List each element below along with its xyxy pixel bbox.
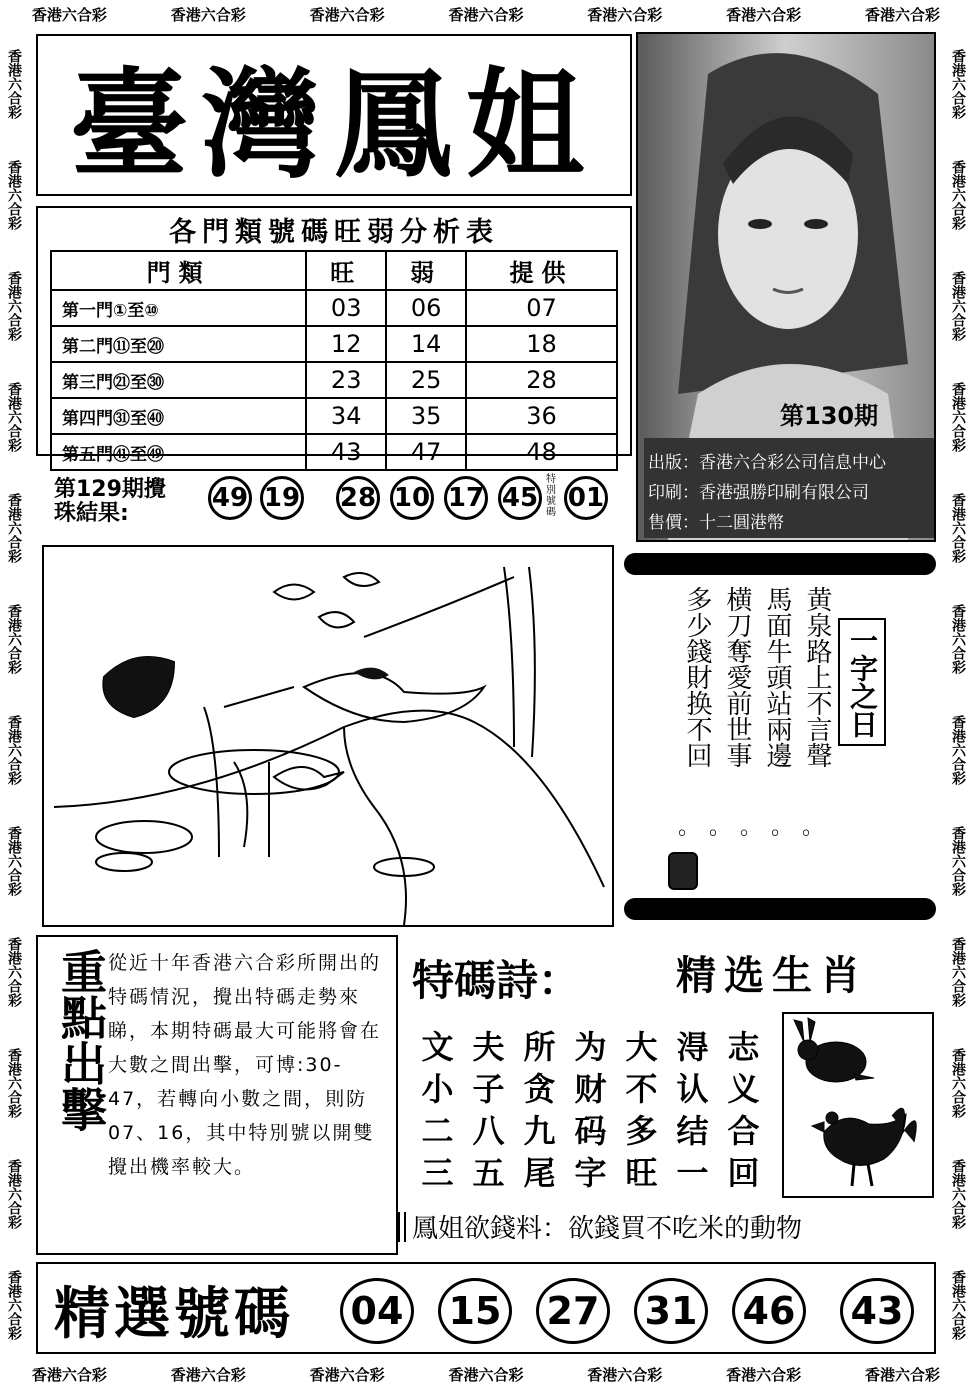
group-cell: 第四門㉛至㊵ xyxy=(51,398,306,434)
wang-cell: 23 xyxy=(306,362,386,398)
border-text: 香港六合彩 xyxy=(6,492,22,563)
money-riddle: 鳳姐欲錢料：欲錢買不吃米的動物 xyxy=(412,1214,803,1244)
tigong-cell: 18 xyxy=(466,326,617,362)
table-row xyxy=(51,362,617,398)
poem-char: 淂 xyxy=(676,1028,709,1066)
poem-char: 为 xyxy=(574,1028,607,1066)
border-text: 香港六合彩 xyxy=(950,48,966,119)
price-line: 售價：十二圓港幣 xyxy=(648,513,784,533)
poem-line: 馬面牛頭站兩邊 xyxy=(762,586,792,768)
poem-char: 财 xyxy=(574,1070,607,1108)
border-text: 香港六合彩 xyxy=(950,603,966,674)
page-title: 臺灣鳳姐 xyxy=(36,34,632,196)
table-row xyxy=(51,290,617,326)
poem-bottom-bar xyxy=(624,898,936,920)
issue-number: 第130期 xyxy=(780,402,879,430)
poem-char: 贪 xyxy=(523,1070,556,1108)
poem-char: 小 xyxy=(421,1070,454,1108)
border-text: 香港六合彩 xyxy=(170,5,246,24)
border-text: 香港六合彩 xyxy=(950,825,966,896)
poem-char: 码 xyxy=(574,1112,607,1150)
tigong-cell: 07 xyxy=(466,290,617,326)
poem-char: 八 xyxy=(472,1112,505,1150)
poem-char: 二 xyxy=(421,1112,454,1150)
group-cell: 第三門㉑至㉚ xyxy=(51,362,306,398)
publisher-line: 出版：香港六合彩公司信息中心 xyxy=(648,453,886,473)
wang-cell: 34 xyxy=(306,398,386,434)
focus-text: 從近十年香港六合彩所開出的特碼情況，攪出特碼走勢來睇，本期特碼最大可能將會在大數之間出擊，可博:30-47，若轉向小數之間，則防07、16，其中特別號以開雙攪出機率較大。 xyxy=(108,952,382,1178)
border-text: 香港六合彩 xyxy=(309,1365,385,1384)
border-text: 香港六合彩 xyxy=(726,1365,802,1384)
border-text: 香港六合彩 xyxy=(587,1365,663,1384)
border-text: 香港六合彩 xyxy=(864,5,940,24)
poem-dots: 。。。。。 xyxy=(678,815,845,840)
border-text: 香港六合彩 xyxy=(950,159,966,230)
border-text: 香港六合彩 xyxy=(6,270,22,341)
special-poem-grid xyxy=(412,1024,769,1192)
border-text: 香港六合彩 xyxy=(587,5,663,24)
results-label-line: 珠結果: xyxy=(54,501,129,526)
border-bottom xyxy=(0,1360,972,1388)
poem-char: 回 xyxy=(727,1154,760,1192)
border-text: 香港六合彩 xyxy=(950,270,966,341)
selected-ball: 27 xyxy=(536,1278,610,1344)
border-text: 香港六合彩 xyxy=(6,1047,22,1118)
border-right xyxy=(944,28,972,1360)
table-title: 各門類號碼旺弱分析表 xyxy=(169,217,499,248)
wang-cell: 03 xyxy=(306,290,386,326)
border-text: 香港六合彩 xyxy=(950,1269,966,1340)
table-header-row xyxy=(51,251,617,290)
poem-heading: 一字之日 xyxy=(838,618,886,746)
analysis-table xyxy=(50,250,618,471)
ruo-cell: 35 xyxy=(386,398,466,434)
poem-char: 五 xyxy=(472,1154,505,1192)
col-header: 弱 xyxy=(386,251,466,290)
border-text: 香港六合彩 xyxy=(950,936,966,1007)
riddle-marker xyxy=(398,1212,406,1242)
logo-icon xyxy=(668,852,698,890)
tigong-cell: 36 xyxy=(466,398,617,434)
poem-char: 子 xyxy=(472,1070,505,1108)
results-label-line: 第129期攪 xyxy=(54,477,166,502)
poem-char: 旺 xyxy=(625,1154,658,1192)
border-text: 香港六合彩 xyxy=(6,381,22,452)
selected-ball: 15 xyxy=(438,1278,512,1344)
border-text: 香港六合彩 xyxy=(726,5,802,24)
poem-char: 志 xyxy=(727,1028,760,1066)
poem-char: 文 xyxy=(421,1028,454,1066)
border-text: 香港六合彩 xyxy=(950,1158,966,1229)
col-header: 門類 xyxy=(51,251,306,290)
border-text: 香港六合彩 xyxy=(6,936,22,1007)
poem-char: 三 xyxy=(421,1154,454,1192)
poem-grid-row xyxy=(412,1024,769,1066)
border-text: 香港六合彩 xyxy=(6,159,22,230)
poem-char: 不 xyxy=(625,1070,658,1108)
poem-char: 大 xyxy=(625,1028,658,1066)
printer-line: 印刷：香港强勝印刷有限公司 xyxy=(648,483,869,503)
poem-grid-row xyxy=(412,1108,769,1150)
poem-char: 尾 xyxy=(523,1154,556,1192)
group-cell: 第五門㊶至㊾ xyxy=(51,434,306,470)
poem-char: 义 xyxy=(727,1070,760,1108)
poem-grid-row xyxy=(412,1150,769,1192)
result-ball: 28 xyxy=(336,476,380,520)
border-text: 香港六合彩 xyxy=(6,825,22,896)
col-header: 提供 xyxy=(466,251,617,290)
result-ball: 10 xyxy=(390,476,434,520)
result-ball: 49 xyxy=(208,476,252,520)
selected-title: 精選號碼 xyxy=(54,1282,294,1347)
poem-char: 结 xyxy=(676,1112,709,1150)
poem-line: 黄泉路上不言聲 xyxy=(802,586,832,768)
illustration-drawing xyxy=(44,547,612,925)
border-text: 香港六合彩 xyxy=(6,1158,22,1229)
poem-top-bar xyxy=(624,553,936,575)
special-poem-title: 特碼詩： xyxy=(412,956,581,1005)
poem-char: 字 xyxy=(574,1154,607,1192)
special-ball: 01 xyxy=(564,476,608,520)
kingfisher-illustration xyxy=(42,545,614,927)
border-left xyxy=(0,28,28,1360)
tigong-cell: 28 xyxy=(466,362,617,398)
table-row xyxy=(51,398,617,434)
table-row xyxy=(51,326,617,362)
poem-char: 认 xyxy=(676,1070,709,1108)
selected-ball: 31 xyxy=(634,1278,708,1344)
ruo-cell: 47 xyxy=(386,434,466,470)
poem-char: 合 xyxy=(727,1112,760,1150)
border-text: 香港六合彩 xyxy=(950,381,966,452)
result-ball: 45 xyxy=(498,476,542,520)
border-text: 香港六合彩 xyxy=(950,714,966,785)
selected-ball: 04 xyxy=(340,1278,414,1344)
ruo-cell: 14 xyxy=(386,326,466,362)
border-text: 香港六合彩 xyxy=(6,603,22,674)
border-text: 香港六合彩 xyxy=(6,1269,22,1340)
poem-char: 所 xyxy=(523,1028,556,1066)
col-header: 旺 xyxy=(306,251,386,290)
special-number-label: 特別號碼 xyxy=(546,474,556,518)
wang-cell: 43 xyxy=(306,434,386,470)
group-cell: 第二門⑪至⑳ xyxy=(51,326,306,362)
border-text: 香港六合彩 xyxy=(950,1047,966,1118)
poem-line: 多少錢財换不回 xyxy=(682,586,712,768)
border-text: 香港六合彩 xyxy=(6,714,22,785)
ruo-cell: 06 xyxy=(386,290,466,326)
poem-char: 九 xyxy=(523,1112,556,1150)
border-text: 香港六合彩 xyxy=(170,1365,246,1384)
poem-char: 一 xyxy=(676,1154,709,1192)
group-cell: 第一門①至⑩ xyxy=(51,290,306,326)
publisher-info xyxy=(644,438,934,538)
border-text: 香港六合彩 xyxy=(448,1365,524,1384)
results-label xyxy=(54,478,166,526)
tigong-cell: 48 xyxy=(466,434,617,470)
border-text: 香港六合彩 xyxy=(31,5,107,24)
border-text: 香港六合彩 xyxy=(950,492,966,563)
selected-ball: 43 xyxy=(840,1278,914,1344)
border-top xyxy=(0,0,972,28)
selected-ball: 46 xyxy=(732,1278,806,1344)
poem-line: 横刀奪愛前世事 xyxy=(722,586,752,768)
focus-heading: 重點出擊 xyxy=(54,948,108,1132)
border-text: 香港六合彩 xyxy=(448,5,524,24)
table-row xyxy=(51,434,617,470)
wang-cell: 12 xyxy=(306,326,386,362)
zodiac-title: 精选生肖 xyxy=(676,952,868,999)
rabbit-rooster-icon xyxy=(784,1014,932,1196)
zodiac-animals xyxy=(782,1012,934,1198)
poem-grid-row xyxy=(412,1066,769,1108)
ruo-cell: 25 xyxy=(386,362,466,398)
border-text: 香港六合彩 xyxy=(6,48,22,119)
poem-char: 多 xyxy=(625,1112,658,1150)
border-text: 香港六合彩 xyxy=(309,5,385,24)
border-text: 香港六合彩 xyxy=(31,1365,107,1384)
result-ball: 19 xyxy=(260,476,304,520)
poem-char: 夫 xyxy=(472,1028,505,1066)
border-text: 香港六合彩 xyxy=(864,1365,940,1384)
result-ball: 17 xyxy=(444,476,488,520)
